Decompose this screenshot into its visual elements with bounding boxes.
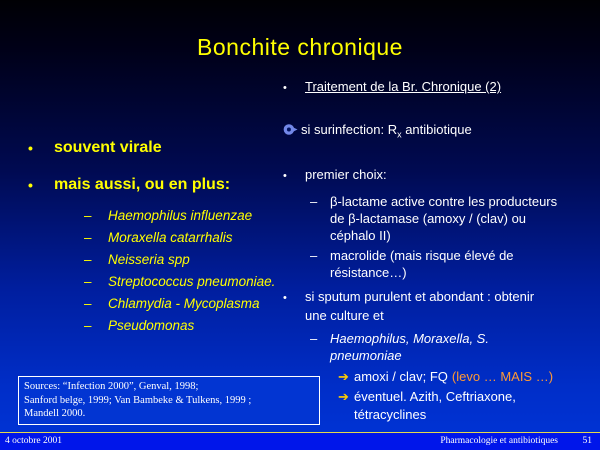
arrow-line-amoxi — [338, 368, 596, 386]
footer-page-number: 51 — [582, 436, 592, 446]
premier-choix-label: premier choix: — [305, 167, 387, 182]
left-bullet-text: souvent virale — [54, 139, 162, 156]
sputum-label: si sputum purulent et abondant : obtenir une culture et — [305, 289, 535, 323]
bullet-icon: • — [283, 170, 287, 182]
arrow-line-main: éventuel. Azith, Ceftriaxone, tétracyclines — [354, 389, 516, 422]
right-heading-text: Traitement de la Br. Chronique (2) — [305, 79, 502, 94]
list-item — [84, 315, 304, 337]
dash-icon: – — [310, 194, 318, 209]
list-item — [84, 227, 304, 249]
arrow-line-main: amoxi / clav; FQ — [354, 369, 448, 384]
arrow-line-eventuel — [338, 388, 580, 424]
dash-icon: – — [84, 274, 92, 289]
organism-name: Pseudomonas — [108, 318, 195, 333]
slide-title: Bonchite chronique — [197, 34, 403, 60]
dash-icon: – — [84, 296, 92, 311]
sources-line: Sources: “Infection 2000”, Genval, 1998; — [24, 381, 199, 392]
sputum-bullet — [283, 287, 535, 325]
surinfection-prefix: si surinfection: R — [301, 122, 398, 137]
right-arrow-icon: ➔ — [338, 389, 349, 404]
bullet-icon: • — [28, 140, 33, 156]
arrow-line-highlight: (levo … MAIS …) — [451, 369, 554, 384]
sources-line: Mandell 2000. — [24, 408, 86, 419]
premier-choix-bullet — [283, 166, 583, 185]
sputum-organism — [310, 330, 560, 364]
choice-item-text: macrolide (mais risque élevé de résistance…) — [330, 248, 514, 280]
right-arrow-icon: ➔ — [338, 369, 349, 384]
list-item — [84, 205, 304, 227]
left-bullet-mais-aussi — [28, 176, 288, 194]
left-bullet-souvent-virale — [28, 139, 288, 157]
list-item — [84, 293, 304, 315]
organism-name: Chlamydia - Mycoplasma — [108, 296, 260, 311]
sources-box — [18, 376, 320, 425]
choice-item-betalactame — [310, 193, 562, 244]
dash-icon: – — [84, 208, 92, 223]
surinfection-subscript: x — [397, 129, 402, 140]
list-item — [84, 249, 304, 271]
organism-name: Neisseria spp — [108, 252, 190, 267]
dash-icon: – — [310, 248, 318, 263]
right-heading — [283, 78, 595, 97]
footer-bar — [0, 433, 600, 450]
choice-item-macrolide — [310, 247, 572, 281]
organism-name: Haemophilus influenzae — [108, 208, 253, 223]
dash-icon: – — [84, 318, 92, 333]
list-item — [84, 271, 304, 293]
surinfection-line — [283, 121, 583, 144]
footer-date: 4 octobre 2001 — [5, 436, 62, 446]
surinfection-suffix: antibiotique — [401, 122, 472, 137]
surinfection-text — [301, 121, 472, 144]
curved-arrow-icon — [283, 121, 301, 141]
organism-name: Streptococcus pneumoniae. — [108, 274, 276, 289]
organism-list — [84, 205, 304, 337]
arrow-line-text — [354, 368, 553, 386]
dash-icon: – — [84, 230, 92, 245]
organism-name: Moraxella catarrhalis — [108, 230, 233, 245]
bullet-icon: • — [28, 177, 33, 193]
choice-item-text: β-lactame active contre les producteurs de β-lactamase (amoxy / (clav) ou céphalo II) — [330, 194, 558, 243]
dash-icon: – — [84, 252, 92, 267]
bullet-icon: • — [283, 292, 287, 304]
arrow-line-text — [354, 388, 580, 424]
footer-course-title: Pharmacologie et antibiotiques — [440, 436, 558, 446]
sputum-organism-text: Haemophilus, Moraxella, S. pneumoniae — [330, 331, 489, 363]
bullet-icon: • — [283, 82, 287, 94]
sources-line: Sanford belge, 1999; Van Bambeke & Tulkens, 1999 ; — [24, 394, 252, 406]
dash-icon: – — [310, 331, 318, 346]
left-bullet-text: mais aussi, ou en plus: — [54, 176, 231, 193]
